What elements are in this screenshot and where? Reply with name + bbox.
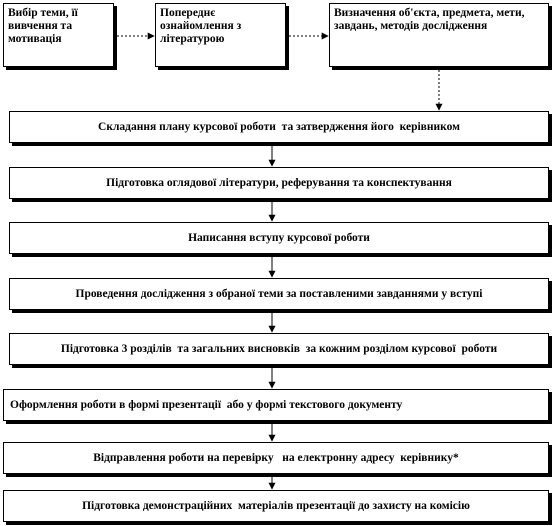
step-label: Підготовка 3 розділів та загальних висновків за кожним розділом курсової роботи xyxy=(60,342,498,355)
step-label: Проведення дослідження з обраної теми за поставленими завданнями у вступі xyxy=(75,287,483,300)
step-label: Підготовка демонстраційних матеріалів презентації до захисту на комісію xyxy=(82,499,470,512)
step-label: Підготовка оглядової літератури, реферування та конспектування xyxy=(106,176,452,189)
step-label: Написання вступу курсової роботи xyxy=(188,231,370,244)
step-label: Складання плану курсової роботи та затвердження його керівником xyxy=(98,120,460,133)
step-label: Вибір теми, її вивчення та мотивація xyxy=(8,7,81,45)
step-label: Оформлення роботи в формі презентації або у формі текстового документу xyxy=(10,398,403,411)
step-label: Попереднє ознайомлення з літературою xyxy=(160,7,245,45)
step-label: Відправлення роботи на перевірку на електронну адресу керівнику* xyxy=(93,451,459,464)
step-label: Визначення об'єкта, предмета, мети, завдань, методів дослідження xyxy=(334,7,528,32)
